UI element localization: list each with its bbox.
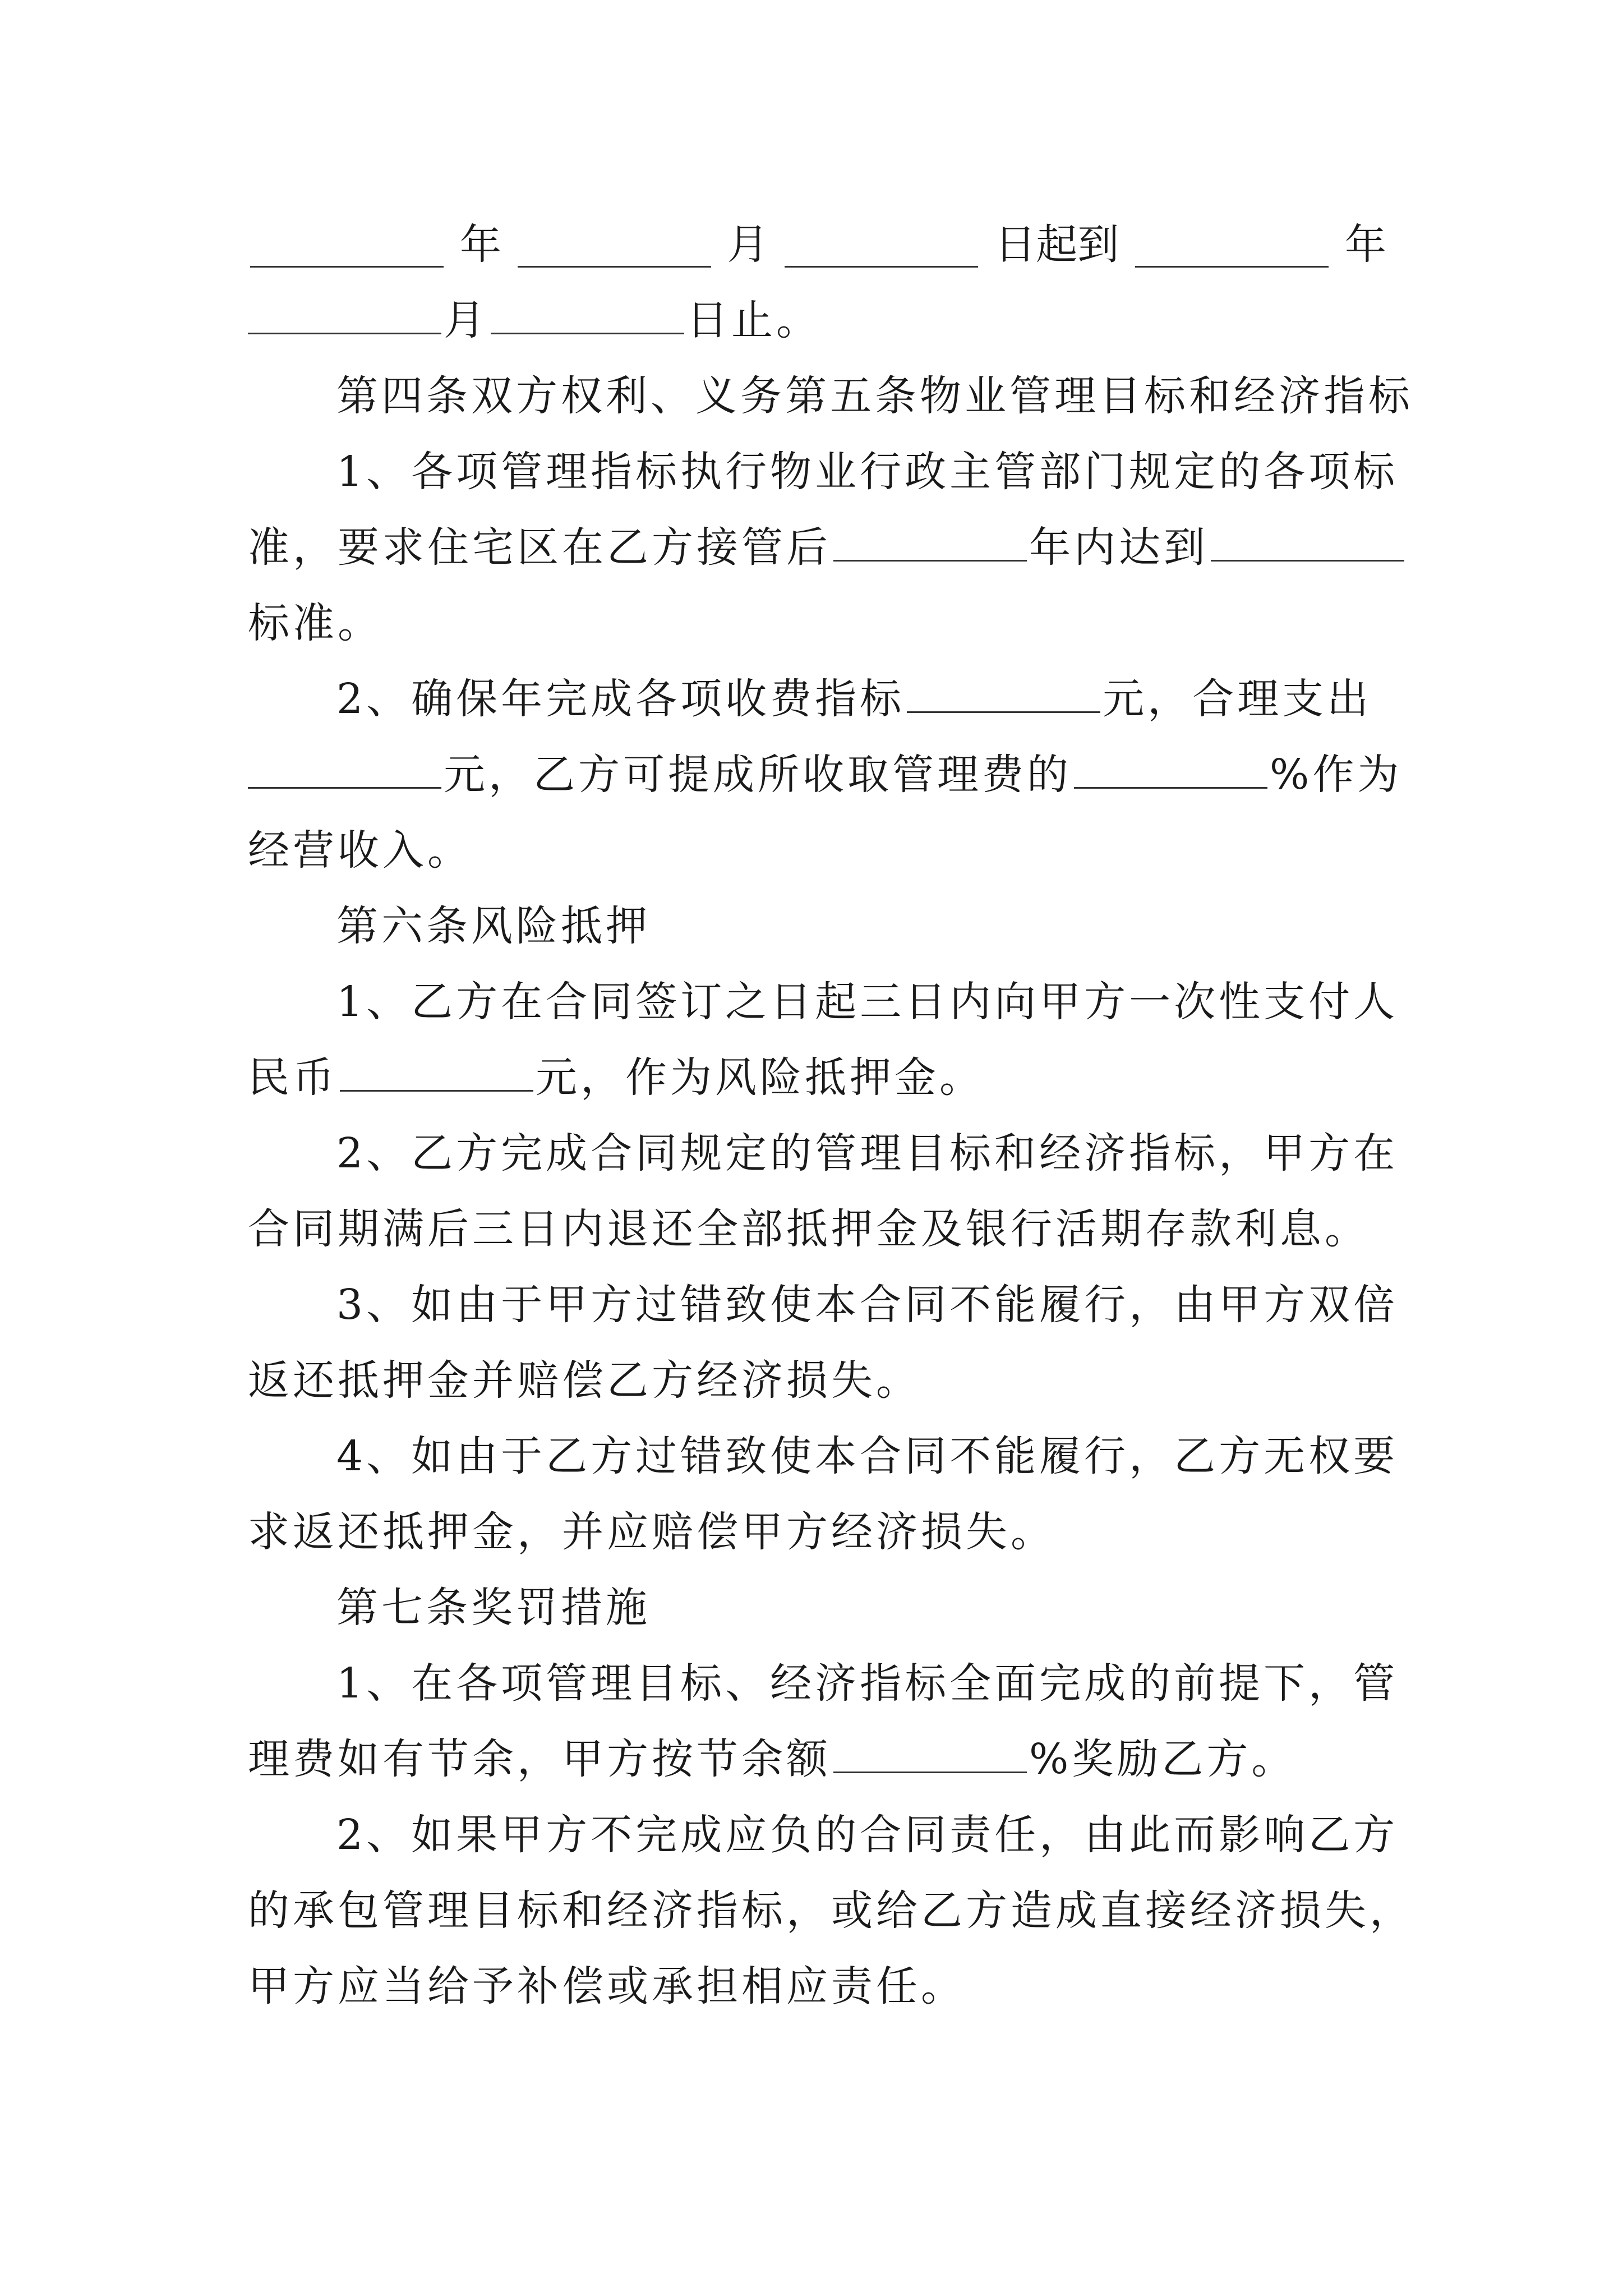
date-range-line-2 bbox=[248, 287, 1386, 354]
paragraph-line bbox=[248, 741, 1403, 808]
paragraph-line bbox=[248, 1044, 1386, 1111]
day-blank bbox=[785, 222, 978, 268]
day-blank bbox=[491, 289, 684, 334]
year-blank bbox=[250, 222, 444, 268]
percent-blank bbox=[833, 1728, 1027, 1773]
paragraph-line: 甲方应当给予补偿或承担相应责任。 bbox=[248, 1962, 966, 2010]
text-segment: 2、确保年完成各项收费指标 bbox=[336, 675, 905, 723]
text-segment: 年 bbox=[459, 220, 501, 269]
paragraph-line: 合同期满后三日内退还全部抵押金及银行活期存款利息。 bbox=[248, 1205, 1370, 1253]
paragraph-line bbox=[248, 1726, 1386, 1793]
paragraph-line: 求返还抵押金，并应赔偿甲方经济损失。 bbox=[248, 1508, 1055, 1556]
amount-blank bbox=[340, 1046, 533, 1092]
text-segment: %作为 bbox=[1270, 751, 1403, 799]
text-segment: 月 bbox=[727, 220, 769, 269]
paragraph-line: 1、各项管理指标执行物业行政主管部门规定的各项标 bbox=[336, 448, 1399, 496]
text-segment: 民币 bbox=[248, 1053, 338, 1102]
paragraph-line: 经营收入。 bbox=[248, 826, 472, 875]
years-blank bbox=[833, 516, 1027, 562]
article-heading: 第七条奖罚措施 bbox=[336, 1584, 651, 1632]
text-segment: 元，作为风险抵押金。 bbox=[536, 1053, 984, 1102]
text-segment: 月 bbox=[444, 296, 488, 344]
fee-target-blank bbox=[907, 668, 1100, 713]
paragraph-line bbox=[336, 665, 1386, 733]
date-range-line-1 bbox=[248, 211, 1386, 278]
text-segment: 年内达到 bbox=[1029, 523, 1209, 572]
paragraph-line: 返还抵押金并赔偿乙方经济损失。 bbox=[248, 1356, 921, 1405]
text-segment: 元，合理支出 bbox=[1103, 675, 1372, 723]
month-blank bbox=[248, 289, 441, 334]
paragraph-line: 2、如果甲方不完成应负的合同责任，由此而影响乙方 bbox=[336, 1811, 1399, 1859]
text-segment: 日起到 bbox=[994, 220, 1119, 269]
paragraph-line: 3、如由于甲方过错致使本合同不能履行，由甲方双倍 bbox=[336, 1281, 1399, 1329]
paragraph-line: 1、在各项管理目标、经济指标全面完成的前提下，管 bbox=[336, 1659, 1399, 1708]
paragraph-line: 2、乙方完成合同规定的管理目标和经济指标，甲方在 bbox=[336, 1129, 1399, 1177]
percent-blank bbox=[1074, 743, 1267, 789]
article-heading: 第四条双方权利、义务第五条物业管理目标和经济指标 bbox=[336, 372, 1413, 420]
paragraph-line: 标准。 bbox=[248, 599, 382, 647]
text-segment: 元，乙方可提成所收取管理费的 bbox=[444, 751, 1072, 799]
text-segment: %奖励乙方。 bbox=[1029, 1735, 1297, 1783]
paragraph-line bbox=[248, 514, 1386, 581]
text-segment: 日止。 bbox=[686, 296, 821, 344]
paragraph-line: 4、如由于乙方过错致使本合同不能履行，乙方无权要 bbox=[336, 1432, 1399, 1480]
month-blank bbox=[518, 222, 711, 268]
text-segment: 理费如有节余，甲方按节余额 bbox=[248, 1735, 831, 1783]
text-segment: 年 bbox=[1344, 220, 1386, 269]
article-heading: 第六条风险抵押 bbox=[336, 902, 651, 950]
text-segment: 准，要求住宅区在乙方接管后 bbox=[248, 523, 831, 572]
paragraph-line: 1、乙方在合同签订之日起三日内向甲方一次性支付人 bbox=[336, 978, 1399, 1026]
year-blank bbox=[1135, 222, 1329, 268]
standard-blank bbox=[1211, 516, 1404, 562]
paragraph-line: 的承包管理目标和经济指标，或给乙方造成直接经济损失， bbox=[248, 1887, 1414, 1935]
expense-blank bbox=[248, 743, 441, 789]
